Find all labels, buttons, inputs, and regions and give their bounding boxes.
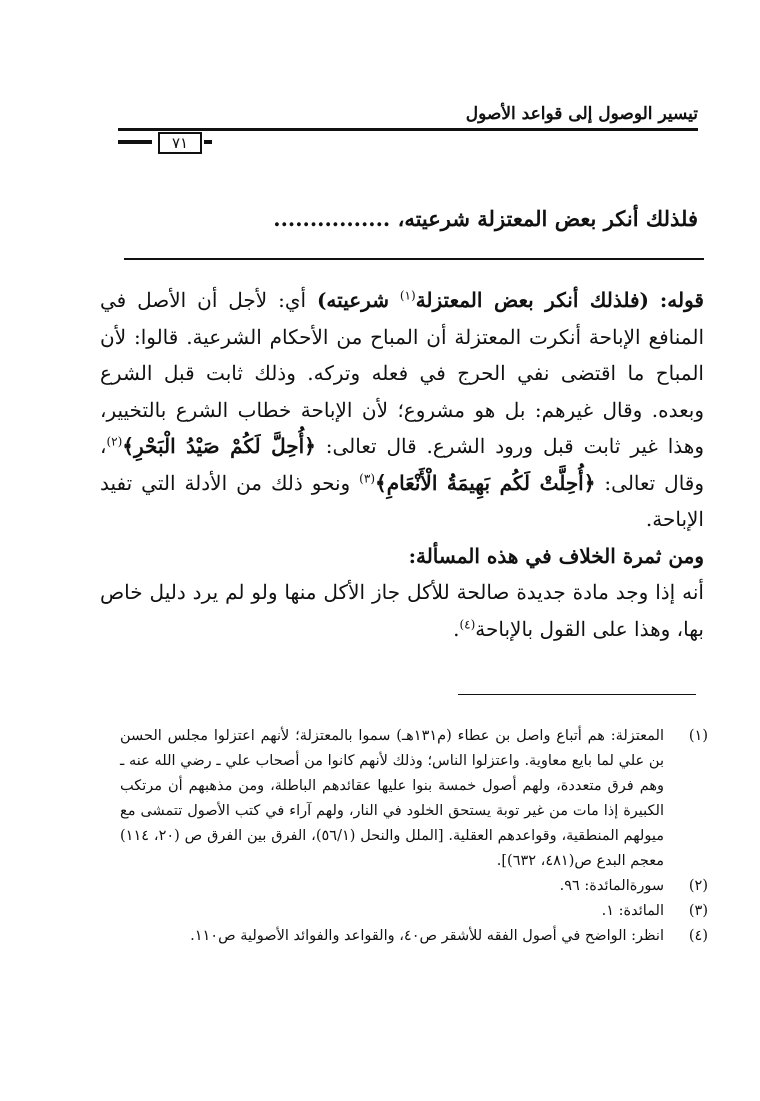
paragraph-2-text: أنه إذا وجد مادة جديدة صالحة للأكل جاز الأكل منها ولو لم يرد دليل خاص بها، وهذا على القول بالإباحة <box>100 580 704 641</box>
matn-text: فلذلك أنكر بعض المعتزلة شرعيته، <box>397 206 698 231</box>
footnote-number: (٣) <box>688 903 708 919</box>
matn-dots: ................ <box>273 206 391 231</box>
commentary-body <box>100 282 704 647</box>
footnote-2 <box>120 874 708 899</box>
commentary-paragraph-1 <box>100 282 704 538</box>
quote-part-a: (فلذلك أنكر بعض المعتزلة <box>415 288 649 312</box>
matn-line <box>138 206 698 231</box>
footnote-1 <box>120 724 708 874</box>
section-subheading: ومن ثمرة الخلاف في هذه المسألة: <box>408 543 704 568</box>
footnote-separator <box>458 694 696 695</box>
footnote-ref-1: (١) <box>399 288 416 303</box>
footnote-3 <box>120 899 708 924</box>
footnote-4 <box>120 924 708 949</box>
book-title: تيسير الوصول إلى قواعد الأصول <box>465 104 698 124</box>
footnote-number: (١) <box>688 728 708 744</box>
paragraph-text: أي: لأجل أن الأصل في المنافع الإباحة أنكرت المعتزلة أن المباح من الأحكام الشرعية. قالوا: لأن المباح ما اقتضى نفي الحرج في فعله وتركه. وذلك ثابت قبل الشرع وبعده. وقال غيرهم: بل هو مشروع؛ لأن الإباحة خطاب الشرع بالتخيير، وهذا غير ثابت قبل ورود الشرع. قال تعالى: <box>100 288 705 458</box>
header-dash-left <box>118 140 152 144</box>
footnote-text: المعتزلة: هم أتباع واصل بن عطاء (م١٣١هـ) سموا بالمعتزلة؛ لأنهم اعتزلوا مجلس الحسن بن علي لما بايع معاوية. واعتزلوا الناس؛ وذلك لأنهم كانوا من أصحاب علي ـ رضي الله عنه ـ وهم فرق متعددة، ولهم أصول خمسة بنوا عليها عقائدهم الباطلة، ومن مذهبهم أن مرتكب الكبيرة إذا مات من غير توبة يستحق الخلود في النار، ولهم آراء في كتب الأصول تتمشى مع ميولهم المنطقية، وقواعدهم العقلية. [الملل والنحل (٥٦/١)، الفرق بين الفرق ص (٢٠، ١١٤) معجم البدع ص(٤٨١، ٦٣٢)]. <box>120 728 664 869</box>
paragraph-text-end: ونحو ذلك من الأدلة التي تفيد الإباحة. <box>100 470 704 531</box>
footnote-ref-3: (٣) <box>359 470 375 485</box>
footnote-ref-4: (٤) <box>459 616 476 631</box>
footnotes <box>120 724 708 949</box>
footnote-ref-2: (٢) <box>106 434 123 449</box>
header-rule <box>118 128 698 131</box>
quran-verse-1: ﴿أُحِلَّ لَكُمْ صَيْدُ الْبَحْرِ﴾ <box>122 434 316 458</box>
footnote-text: سورةالمائدة: ٩٦. <box>559 878 664 894</box>
quran-verse-2: ﴿أُحِلَّتْ لَكُم بَهِيمَةُ الْأَنْعَامِ﴾ <box>375 470 596 495</box>
footnote-text: انظر: الواضح في أصول الفقه للأشقر ص٤٠، والقواعد والفوائد الأصولية ص١١٠. <box>190 928 664 944</box>
paragraph-2-end: . <box>453 616 460 641</box>
paragraph-text-mid: ، وقال تعالى: <box>100 434 705 495</box>
matn-rule <box>124 258 704 260</box>
commentary-label: قوله: <box>659 288 704 312</box>
quote-part-b: شرعيته) <box>316 288 389 312</box>
page-number-box <box>118 132 698 154</box>
commentary-paragraph-2 <box>100 574 704 647</box>
footnote-number: (٢) <box>688 878 708 894</box>
header-dash-right <box>204 140 212 144</box>
page-number: ٧١ <box>158 132 202 154</box>
footnote-number: (٤) <box>688 928 708 944</box>
footnote-text: المائدة: ١. <box>601 903 664 919</box>
